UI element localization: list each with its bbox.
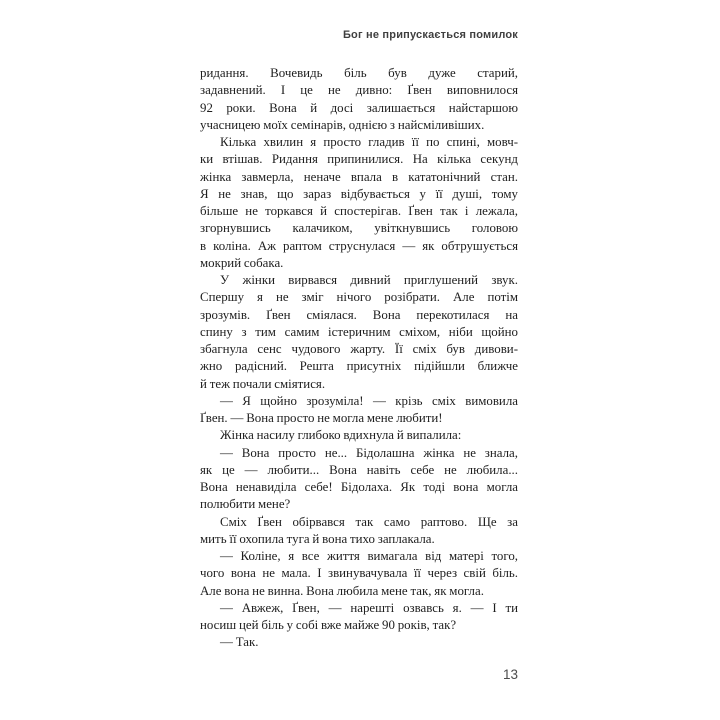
text-line: жінка завмерла, неначе впала в кататонічний стан. — [200, 169, 518, 184]
text-line: Жінка насилу глибоко вдихнула й випалила: — [220, 428, 462, 443]
text-line: як це — любити... Вона навіть себе не любила... — [200, 462, 518, 477]
text-line: Кілька хвилин я просто гладив її по спині, мовч- — [220, 135, 518, 149]
text-line: зрозумів. Ґвен сміялася. Вона перекотилася на — [200, 307, 518, 322]
text-line: Ґвен. — Вона просто не могла мене любити! — [200, 411, 443, 425]
text-line: чого вона не мала. І звинувачувала її через свій біль. — [200, 566, 518, 581]
text-line: ки втішав. Ридання припинилися. На кілька секунд — [200, 152, 518, 167]
text-line: Сміх Ґвен обірвався так само раптово. Ще за — [220, 514, 518, 529]
body-text — [200, 65, 518, 652]
text-line: — Так. — [220, 635, 259, 650]
text-line: жно радісний. Решта присутніх підійшли ближче — [200, 359, 518, 374]
text-line: полюбити мене? — [200, 497, 291, 512]
text-line: задавнений. І це не дивно: Ґвен виповнилося — [200, 83, 518, 98]
text-line: в коліна. Аж раптом струснулася — як обтрушується — [200, 238, 518, 253]
text-line: більше не торкався й спостерігав. Ґвен так і лежала, — [200, 204, 518, 218]
text-line: й теж почали сміятися. — [200, 376, 326, 391]
text-line: 92 роки. Вона й досі залишається найстаршою — [200, 100, 518, 115]
text-line: учасницею моїх семінарів, однією з найсміливіших. — [200, 117, 485, 132]
text-line: мить її охопила туга й вона тихо заплакала. — [200, 531, 435, 546]
running-header: Бог не припускається помилок — [342, 29, 518, 41]
text-line: Вона ненавиділа себе! Бідолаха. Як тоді вона могла — [200, 480, 518, 494]
text-line: — Вона просто не... Бідолашна жінка не знала, — [220, 445, 518, 460]
text-line: — Коліне, я все життя вимагала від матері того, — [220, 549, 518, 563]
text-line: — Я щойно зрозуміла! — крізь сміх вимовила — [220, 393, 518, 408]
text-line: спину з тим самим істеричним сміхом, ніби щойно — [200, 324, 518, 339]
text-line: згорнувшись калачиком, увіткнувшись головою — [200, 221, 518, 236]
text-line: Спершу я не зміг нічого розібрати. Але потім — [200, 290, 518, 305]
page-number: 13 — [502, 667, 518, 682]
text-line: — Авжеж, Ґвен, — нарешті озвавсь я. — І ти — [220, 600, 518, 615]
text-line: Але вона не винна. Вона любила мене так, як могла. — [200, 583, 484, 598]
text-line: збагнула сенс чудового жарту. Її сміх був дивови- — [200, 342, 518, 356]
text-line: мокрий собака. — [200, 255, 284, 270]
text-line: У жінки вирвався дивний приглушений звук. — [220, 273, 518, 287]
text-line: ридання. Вочевидь біль був дуже старий, — [200, 66, 518, 80]
text-line: носиш цей біль у собі вже майже 90 років, так? — [200, 618, 457, 632]
text-line: Я не знав, що зараз відбувається у її душі, тому — [200, 186, 518, 201]
